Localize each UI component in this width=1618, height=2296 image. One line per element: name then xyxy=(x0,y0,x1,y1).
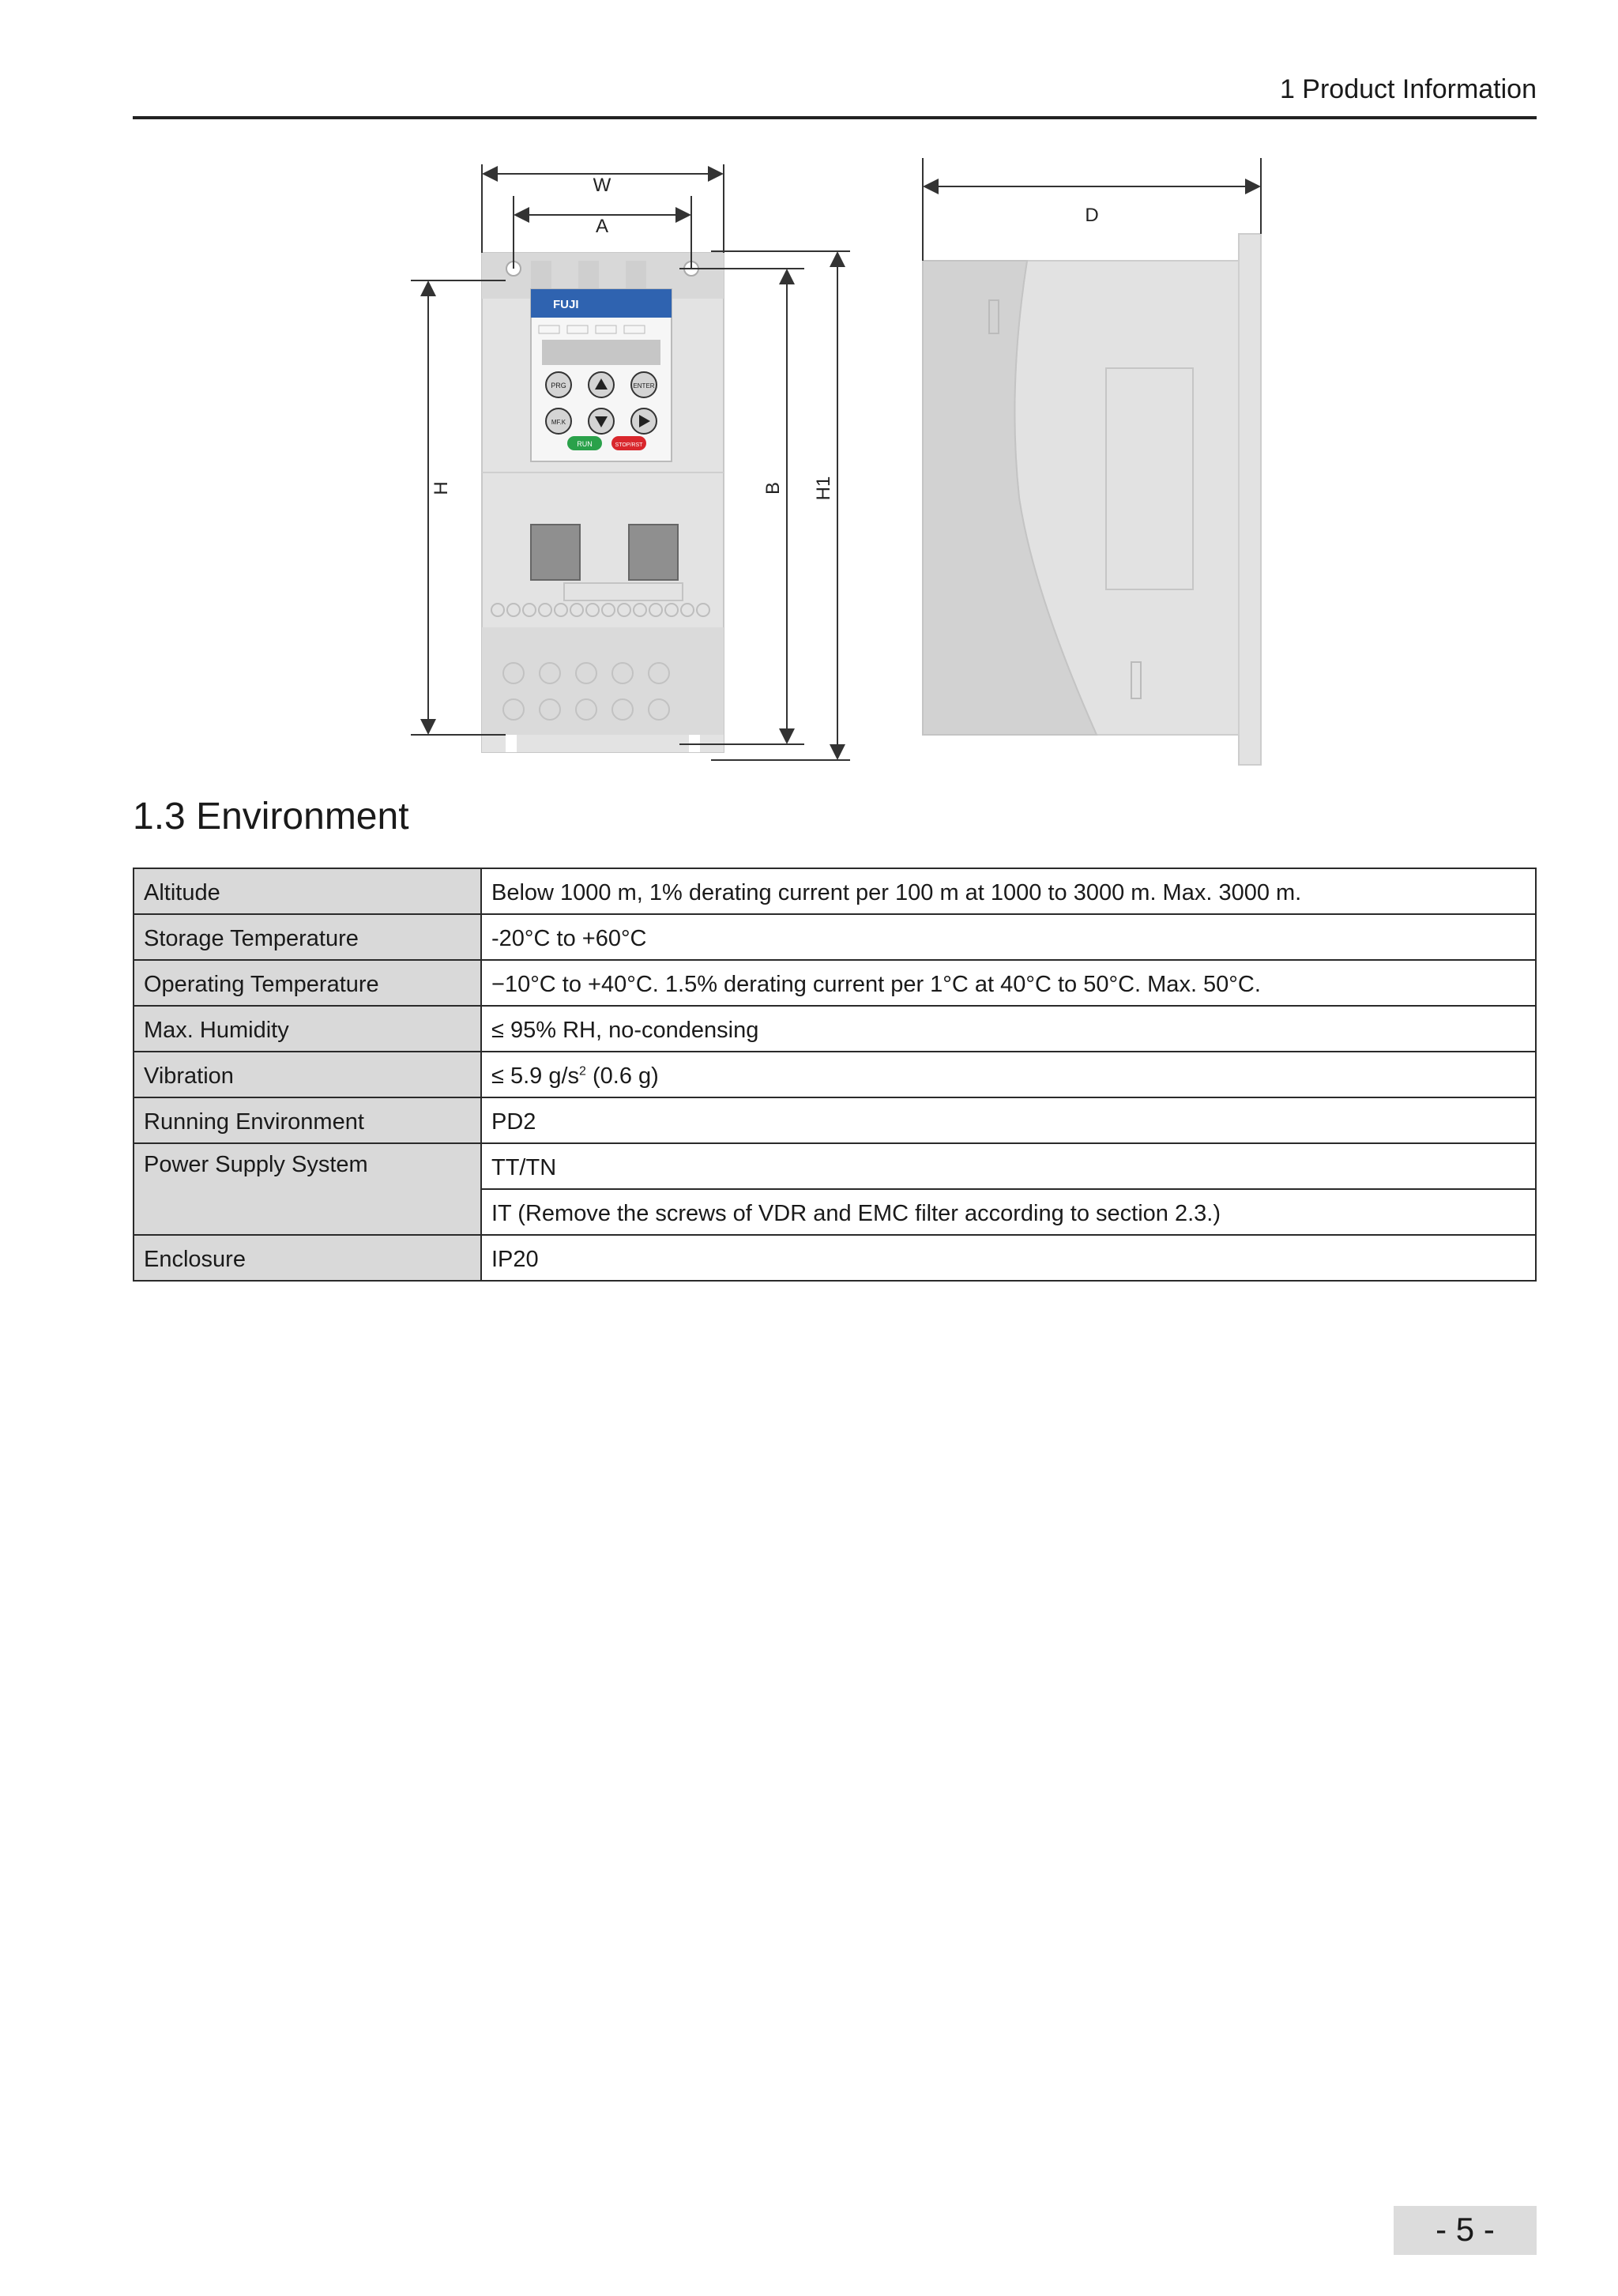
section-title: 1.3 Environment xyxy=(133,796,409,837)
row-label: Running Environment xyxy=(134,1097,481,1143)
row-value: IT (Remove the screws of VDR and EMC filter according to section 2.3.) xyxy=(481,1189,1536,1235)
row-label: Storage Temperature xyxy=(134,914,481,960)
row-value: −10°C to +40°C. 1.5% derating current per 1°C at 40°C to 50°C. Max. 50°C. xyxy=(481,960,1536,1006)
table-row xyxy=(134,914,1536,960)
side-view xyxy=(923,234,1261,765)
row-value: IP20 xyxy=(481,1235,1536,1281)
row-value xyxy=(481,1052,1536,1097)
page-number: - 5 - xyxy=(1394,2206,1537,2255)
header-rule xyxy=(133,116,1537,119)
dimension-h1-label: H1 xyxy=(813,476,834,501)
table-row xyxy=(134,868,1536,914)
enter-key-label: ENTER xyxy=(633,382,655,390)
keypad-brand: FUJI xyxy=(553,298,579,311)
dimension-h-label: H xyxy=(431,481,452,495)
vibration-suffix: (0.6 g) xyxy=(585,1063,659,1089)
table-row xyxy=(134,960,1536,1006)
vibration-exponent: 2 xyxy=(579,1063,586,1078)
running-header: 1 Product Information xyxy=(1279,74,1537,104)
run-key-label: RUN xyxy=(577,440,593,448)
row-value: Below 1000 m, 1% derating current per 100 m at 1000 to 3000 m. Max. 3000 m. xyxy=(481,868,1536,914)
front-view xyxy=(482,253,724,752)
row-value: ≤ 95% RH, no-condensing xyxy=(481,1006,1536,1052)
table-row xyxy=(134,1006,1536,1052)
table-row xyxy=(134,1097,1536,1143)
mfk-key-label: MF.K xyxy=(551,419,566,426)
vibration-value: ≤ 5.9 g/s xyxy=(491,1063,580,1089)
row-label: Operating Temperature xyxy=(134,960,481,1006)
dimension-a-label: A xyxy=(595,216,609,237)
prg-key-label: PRG xyxy=(551,382,566,390)
dimension-w-label: W xyxy=(593,175,611,196)
table-row xyxy=(134,1052,1536,1097)
row-value: -20°C to +60°C xyxy=(481,914,1536,960)
row-value: PD2 xyxy=(481,1097,1536,1143)
dimension-b-label: B xyxy=(762,481,784,495)
row-label: Max. Humidity xyxy=(134,1006,481,1052)
table-row xyxy=(134,1235,1536,1281)
stop-key-label: STOP/RST xyxy=(615,442,643,448)
keypad-panel xyxy=(531,289,672,461)
row-label: Altitude xyxy=(134,868,481,914)
row-label: Vibration xyxy=(134,1052,481,1097)
row-label: Enclosure xyxy=(134,1235,481,1281)
row-value: TT/TN xyxy=(481,1143,1536,1189)
dimension-d-label: D xyxy=(1085,205,1099,226)
row-label: Power Supply System xyxy=(134,1143,481,1235)
environment-table xyxy=(133,868,1537,1282)
table-row xyxy=(134,1143,1536,1189)
dimension-drawing xyxy=(395,150,1304,782)
